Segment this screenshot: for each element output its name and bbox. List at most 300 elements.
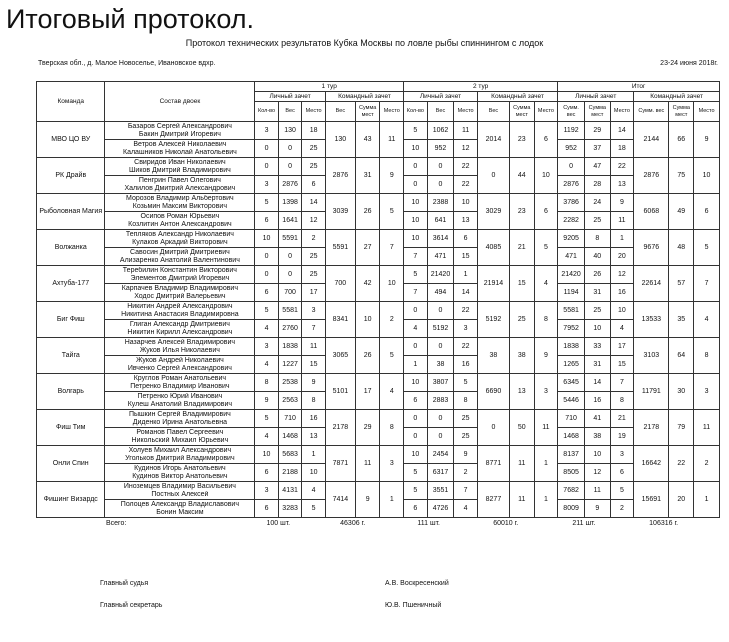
tour1-team-weight: 2178 (325, 410, 355, 446)
tour1-weight: 2538 (278, 374, 302, 392)
tour1-team-place: 8 (380, 410, 404, 446)
total-team-weight: 2144 (634, 122, 669, 158)
table-row (37, 338, 720, 356)
tour2-weight: 0 (427, 428, 454, 446)
total-sum-places: 25 (584, 302, 610, 320)
tour2-team-place: 9 (534, 338, 558, 374)
header-place: Место (534, 102, 558, 122)
tour1-place: 10 (302, 464, 326, 482)
team-name: Фиш Тим (37, 410, 105, 446)
tour1-team-weight: 130 (325, 122, 355, 158)
tour1-count: 6 (255, 212, 279, 230)
tour2-team-place: 10 (534, 158, 558, 194)
tour2-weight: 38 (427, 356, 454, 374)
angler-name: Холуев Михаил Александрович (128, 446, 232, 454)
tour1-team-sum-places: 43 (355, 122, 380, 158)
tour2-count: 5 (404, 266, 428, 284)
tour2-count: 10 (404, 140, 428, 158)
total-weight: 7682 (558, 482, 585, 500)
tour1-weight: 1227 (278, 356, 302, 374)
angler-name: Никольский Михаил Юрьевич (131, 436, 229, 444)
totals-tour1-weight: 46306 г. (340, 520, 366, 527)
total-weight: 8505 (558, 464, 585, 482)
tour2-team-weight: 6690 (477, 374, 509, 410)
tour2-place: 22 (454, 158, 478, 176)
table-row (37, 374, 720, 392)
angler-name: Бакин Дмитрий Игоревич (138, 130, 221, 138)
header-place: Место (302, 102, 326, 122)
total-weight: 471 (558, 248, 585, 266)
total-sum-places: 25 (584, 212, 610, 230)
angler-name: Базаров Сергей Александрович (127, 122, 232, 130)
total-weight: 6345 (558, 374, 585, 392)
tour1-team-weight: 5101 (325, 374, 355, 410)
tour2-team-weight: 0 (477, 158, 509, 194)
tour1-weight: 0 (278, 266, 302, 284)
tour2-team-weight: 5192 (477, 302, 509, 338)
header-place: Место (694, 102, 720, 122)
chief-secretary-name: Ю.В. Пшеничный (385, 602, 442, 609)
tour2-team-weight: 21914 (477, 266, 509, 302)
angler-name: Карпачев Владимир Владимирович (121, 284, 238, 292)
tour2-team-sum-places: 23 (509, 122, 534, 158)
angler-name: Петренко Владимир Иванович (130, 382, 230, 390)
tour1-team-weight: 5591 (325, 230, 355, 266)
tour1-count: 4 (255, 356, 279, 374)
header-sum-places: Сумма мест (355, 102, 380, 122)
tour2-team-sum-places: 38 (509, 338, 534, 374)
total-team-sum-places: 35 (669, 302, 694, 338)
chief-secretary-label: Главный секретарь (100, 602, 163, 609)
tour2-weight: 0 (427, 302, 454, 320)
tour1-weight: 710 (278, 410, 302, 428)
results-body (37, 122, 720, 531)
total-weight: 1468 (558, 428, 585, 446)
total-sum-places: 40 (584, 248, 610, 266)
tour1-weight: 1398 (278, 194, 302, 212)
tour1-team-weight: 7871 (325, 446, 355, 482)
total-place: 4 (610, 320, 634, 338)
angler-name: Жуков Андрей Николаевич (135, 356, 224, 364)
totals-tour1-count: 100 шт. (266, 520, 291, 527)
total-place: 9 (610, 194, 634, 212)
tour2-team-place: 1 (534, 446, 558, 482)
angler-name: Кудинов Игорь Анатольевич (134, 464, 226, 472)
angler-name: Назарчев Алексей Владимирович (124, 338, 236, 346)
header-personal: Личный зачет (404, 92, 478, 102)
tour2-place: 1 (454, 266, 478, 284)
header-tour2: 2 тур (404, 82, 558, 92)
tour1-count: 10 (255, 230, 279, 248)
team-name: Ахтуба-177 (37, 266, 105, 302)
total-sum-places: 11 (584, 482, 610, 500)
tour1-place: 3 (302, 302, 326, 320)
tour2-weight: 2388 (427, 194, 454, 212)
total-sum-places: 10 (584, 320, 610, 338)
tour1-weight: 1468 (278, 428, 302, 446)
total-place: 6 (610, 464, 634, 482)
tour2-count: 5 (404, 482, 428, 500)
angler-name: Романов Павел Сергеевич (136, 428, 224, 436)
tour1-place: 14 (302, 194, 326, 212)
angler-name: Петренко Юрий Иванович (137, 392, 223, 400)
tour2-place: 25 (454, 410, 478, 428)
total-place: 3 (610, 446, 634, 464)
table-row (37, 266, 720, 284)
angler-name: Савосин Дмитрий Дмитриевич (130, 248, 230, 256)
header-personal: Личный зачет (255, 92, 326, 102)
pair-names (105, 158, 255, 176)
tour1-team-place: 3 (380, 446, 404, 482)
chief-judge-label: Главный судья (100, 580, 149, 587)
total-place: 17 (610, 338, 634, 356)
tour2-place: 9 (454, 446, 478, 464)
tour2-weight: 4726 (427, 500, 454, 518)
tour2-weight: 2454 (427, 446, 454, 464)
chief-judge-name: А.В. Воскресенский (385, 580, 449, 587)
total-team-place: 2 (694, 446, 720, 482)
total-weight: 7952 (558, 320, 585, 338)
pair-names (105, 266, 255, 284)
angler-name: Угольков Дмитрий Владимирович (125, 454, 235, 462)
tour2-weight: 3807 (427, 374, 454, 392)
header-total: Итог (558, 82, 720, 92)
tour2-team-sum-places: 44 (509, 158, 534, 194)
total-sum-places: 12 (584, 464, 610, 482)
total-sum-places: 8 (584, 230, 610, 248)
tour2-place: 22 (454, 338, 478, 356)
pair-names (105, 248, 255, 266)
tour2-weight: 471 (427, 248, 454, 266)
tour2-count: 0 (404, 158, 428, 176)
tour2-place: 15 (454, 248, 478, 266)
tour1-weight: 5683 (278, 446, 302, 464)
total-team-place: 1 (694, 482, 720, 518)
total-weight: 2282 (558, 212, 585, 230)
total-place: 7 (610, 374, 634, 392)
header-sum-places: Сумма мест (584, 102, 610, 122)
pair-names (105, 122, 255, 140)
angler-name: Кулаков Аркадий Викторович (132, 238, 228, 246)
tour1-team-place: 7 (380, 230, 404, 266)
pair-names (105, 374, 255, 392)
angler-name: Круглов Роман Анатольевич (133, 374, 227, 382)
total-weight: 5581 (558, 302, 585, 320)
tour2-team-place: 1 (534, 482, 558, 518)
total-team-sum-places: 48 (669, 230, 694, 266)
tour1-count: 3 (255, 338, 279, 356)
tour2-team-sum-places: 11 (509, 482, 534, 518)
total-weight: 0 (558, 158, 585, 176)
tour1-team-weight: 3039 (325, 194, 355, 230)
tour1-count: 6 (255, 284, 279, 302)
total-sum-places: 41 (584, 410, 610, 428)
header-place: Место (380, 102, 404, 122)
total-sum-places: 10 (584, 446, 610, 464)
tour1-team-weight: 8341 (325, 302, 355, 338)
tour2-place: 11 (454, 122, 478, 140)
tour2-team-sum-places: 23 (509, 194, 534, 230)
total-sum-places: 9 (584, 500, 610, 518)
tour2-weight: 5192 (427, 320, 454, 338)
total-team-sum-places: 30 (669, 374, 694, 410)
tour2-count: 4 (404, 320, 428, 338)
tour1-team-weight: 7414 (325, 482, 355, 518)
tour1-place: 11 (302, 338, 326, 356)
tour2-count: 0 (404, 338, 428, 356)
tour1-place: 8 (302, 392, 326, 410)
tour1-team-sum-places: 17 (355, 374, 380, 410)
tour1-count: 0 (255, 158, 279, 176)
tour1-team-place: 9 (380, 158, 404, 194)
tour1-count: 4 (255, 428, 279, 446)
total-team-place: 7 (694, 266, 720, 302)
tour1-team-sum-places: 26 (355, 338, 380, 374)
tour1-team-weight: 700 (325, 266, 355, 302)
page-heading: Итоговый протокол. (6, 4, 255, 34)
total-team-weight: 16642 (634, 446, 669, 482)
tour1-weight: 700 (278, 284, 302, 302)
tour1-weight: 5581 (278, 302, 302, 320)
team-name: МВО ЦО ВУ (37, 122, 105, 158)
pair-names (105, 338, 255, 356)
tour2-weight: 0 (427, 176, 454, 194)
tour1-weight: 1838 (278, 338, 302, 356)
team-name: Тайга (37, 338, 105, 374)
team-name: Рыболовная Магия (37, 194, 105, 230)
tour1-count: 5 (255, 194, 279, 212)
table-row (37, 122, 720, 140)
tour1-count: 0 (255, 266, 279, 284)
pair-names (105, 284, 255, 302)
tour2-place: 7 (454, 482, 478, 500)
total-place: 1 (610, 230, 634, 248)
total-sum-places: 14 (584, 374, 610, 392)
total-sum-places: 33 (584, 338, 610, 356)
total-weight: 1194 (558, 284, 585, 302)
tour1-count: 3 (255, 176, 279, 194)
total-team-weight: 11791 (634, 374, 669, 410)
total-weight: 710 (558, 410, 585, 428)
angler-name: Жуков Илья Николаевич (139, 346, 220, 354)
team-name: Фишинг Визардс (37, 482, 105, 518)
angler-name: Элементов Дмитрий Игоревич (130, 274, 230, 282)
pair-names (105, 140, 255, 158)
total-team-sum-places: 75 (669, 158, 694, 194)
total-place: 10 (610, 302, 634, 320)
protocol-subtitle: Протокол технических результатов Кубка Москвы по ловле рыбы спиннингом с лодок (185, 38, 544, 48)
tour1-count: 10 (255, 446, 279, 464)
total-weight: 1192 (558, 122, 585, 140)
tour2-team-place: 8 (534, 302, 558, 338)
tour1-team-sum-places: 26 (355, 194, 380, 230)
angler-name: Бонин Максим (156, 508, 204, 516)
tour1-place: 17 (302, 284, 326, 302)
angler-name: Полоцев Александр Владиславович (120, 500, 239, 508)
tour2-weight: 952 (427, 140, 454, 158)
tour2-place: 22 (454, 176, 478, 194)
angler-name: Осипов Роман Юрьевич (140, 212, 220, 220)
tour1-place: 12 (302, 212, 326, 230)
tour2-weight: 6317 (427, 464, 454, 482)
tour2-team-place: 3 (534, 374, 558, 410)
total-place: 20 (610, 248, 634, 266)
tour1-place: 13 (302, 428, 326, 446)
angler-name: Кудинов Виктор Анатольевич (132, 472, 228, 480)
header-sum-weight: Сумм. вес (558, 102, 585, 122)
totals-weight: 106316 г. (649, 520, 679, 527)
angler-name: Козьмин Максим Викторович (132, 202, 227, 210)
header-sum-places: Сумма мест (669, 102, 694, 122)
pair-names (105, 194, 255, 212)
team-name: Биг Фиш (37, 302, 105, 338)
tour1-weight: 2188 (278, 464, 302, 482)
total-team-weight: 6068 (634, 194, 669, 230)
tour2-weight: 0 (427, 338, 454, 356)
tour1-count: 6 (255, 500, 279, 518)
tour2-team-weight: 8771 (477, 446, 509, 482)
team-name: Волгарь (37, 374, 105, 410)
total-sum-places: 38 (584, 428, 610, 446)
total-sum-places: 24 (584, 194, 610, 212)
team-name: РК Драйв (37, 158, 105, 194)
tour2-count: 0 (404, 428, 428, 446)
total-sum-places: 37 (584, 140, 610, 158)
header-personal: Личный зачет (558, 92, 634, 102)
tour1-team-place: 11 (380, 122, 404, 158)
tour1-place: 7 (302, 320, 326, 338)
header-team: Команда (37, 82, 105, 122)
tour1-count: 5 (255, 410, 279, 428)
tour2-place: 6 (454, 230, 478, 248)
pair-names (105, 392, 255, 410)
tour2-team-weight: 2014 (477, 122, 509, 158)
tour1-place: 5 (302, 500, 326, 518)
total-team-weight: 3103 (634, 338, 669, 374)
header-weight: Вес (325, 102, 355, 122)
tour2-place: 4 (454, 500, 478, 518)
angler-name: Никитина Анастасия Владимировна (121, 310, 239, 318)
tour1-weight: 130 (278, 122, 302, 140)
tour2-place: 25 (454, 428, 478, 446)
tour1-team-place: 5 (380, 338, 404, 374)
tour2-team-place: 5 (534, 230, 558, 266)
tour1-count: 3 (255, 122, 279, 140)
tour2-team-place: 6 (534, 122, 558, 158)
pair-names (105, 482, 255, 500)
tour2-weight: 494 (427, 284, 454, 302)
tour2-weight: 0 (427, 158, 454, 176)
table-row (37, 482, 720, 500)
pair-names (105, 230, 255, 248)
table-row (37, 302, 720, 320)
total-weight: 21420 (558, 266, 585, 284)
tour2-count: 0 (404, 302, 428, 320)
tour2-count: 6 (404, 392, 428, 410)
tour2-team-weight: 8277 (477, 482, 509, 518)
header-weight: Вес (278, 102, 302, 122)
tour1-team-sum-places: 42 (355, 266, 380, 302)
angler-name: Ходос Дмитрий Валерьевич (134, 292, 226, 300)
pair-names (105, 176, 255, 194)
total-team-weight: 2178 (634, 410, 669, 446)
totals-count: 211 шт. (572, 520, 596, 527)
total-place: 22 (610, 158, 634, 176)
tour1-count: 6 (255, 464, 279, 482)
tour1-count: 4 (255, 320, 279, 338)
tour1-weight: 1641 (278, 212, 302, 230)
tour1-weight: 0 (278, 140, 302, 158)
tour2-count: 0 (404, 410, 428, 428)
tour2-team-weight: 3029 (477, 194, 509, 230)
tour1-weight: 5591 (278, 230, 302, 248)
total-sum-places: 31 (584, 284, 610, 302)
total-weight: 3786 (558, 194, 585, 212)
tour1-weight: 2876 (278, 176, 302, 194)
total-weight: 1838 (558, 338, 585, 356)
total-weight: 1265 (558, 356, 585, 374)
location-text: Тверская обл., д. Малое Новоселье, Ивановское вдхр. (38, 60, 216, 67)
total-sum-places: 47 (584, 158, 610, 176)
header-team-score: Командный зачет (634, 92, 720, 102)
tour1-place: 18 (302, 122, 326, 140)
angler-name: Ветров Алексей Николаевич (133, 140, 227, 148)
tour2-count: 7 (404, 284, 428, 302)
angler-name: Свиридов Иван Николаевич (134, 158, 226, 166)
tour1-team-place: 10 (380, 266, 404, 302)
tour2-team-place: 6 (534, 194, 558, 230)
angler-name: Иноземцев Владимир Васильевич (123, 482, 236, 490)
table-row (37, 230, 720, 248)
header-count: Кол-во (255, 102, 279, 122)
table-row (37, 194, 720, 212)
total-place: 16 (610, 284, 634, 302)
team-name: Волжанка (37, 230, 105, 266)
angler-name: Калашников Николай Анатольевич (123, 148, 237, 156)
header-pairs: Состав двоек (105, 82, 255, 122)
totals-tour2-weight: 60010 г. (493, 520, 519, 527)
tour1-count: 0 (255, 248, 279, 266)
tour1-team-place: 2 (380, 302, 404, 338)
tour1-place: 25 (302, 266, 326, 284)
tour1-team-weight: 2876 (325, 158, 355, 194)
total-team-sum-places: 22 (669, 446, 694, 482)
tour2-weight: 0 (427, 410, 454, 428)
header-sum-weight: Сумм. вес (634, 102, 669, 122)
total-sum-places: 29 (584, 122, 610, 140)
total-sum-places: 28 (584, 176, 610, 194)
angler-name: Халилов Дмитрий Александрович (124, 184, 236, 192)
total-team-place: 3 (694, 374, 720, 410)
total-place: 13 (610, 176, 634, 194)
tour2-place: 2 (454, 464, 478, 482)
tour1-place: 25 (302, 140, 326, 158)
tour1-count: 9 (255, 392, 279, 410)
angler-name: Никитин Кирилл Александрович (127, 328, 233, 336)
tour2-count: 0 (404, 176, 428, 194)
tour2-place: 5 (454, 374, 478, 392)
total-team-weight: 2876 (634, 158, 669, 194)
tour1-place: 1 (302, 446, 326, 464)
tour2-count: 10 (404, 230, 428, 248)
header-place: Место (454, 102, 478, 122)
angler-name: Никитин Андрей Александрович (127, 302, 233, 310)
angler-name: Глиган Александр Дмитриевич (129, 320, 230, 328)
total-weight: 8137 (558, 446, 585, 464)
tour2-team-sum-places: 11 (509, 446, 534, 482)
tour2-team-sum-places: 25 (509, 302, 534, 338)
totals-label: Всего: (105, 520, 127, 527)
